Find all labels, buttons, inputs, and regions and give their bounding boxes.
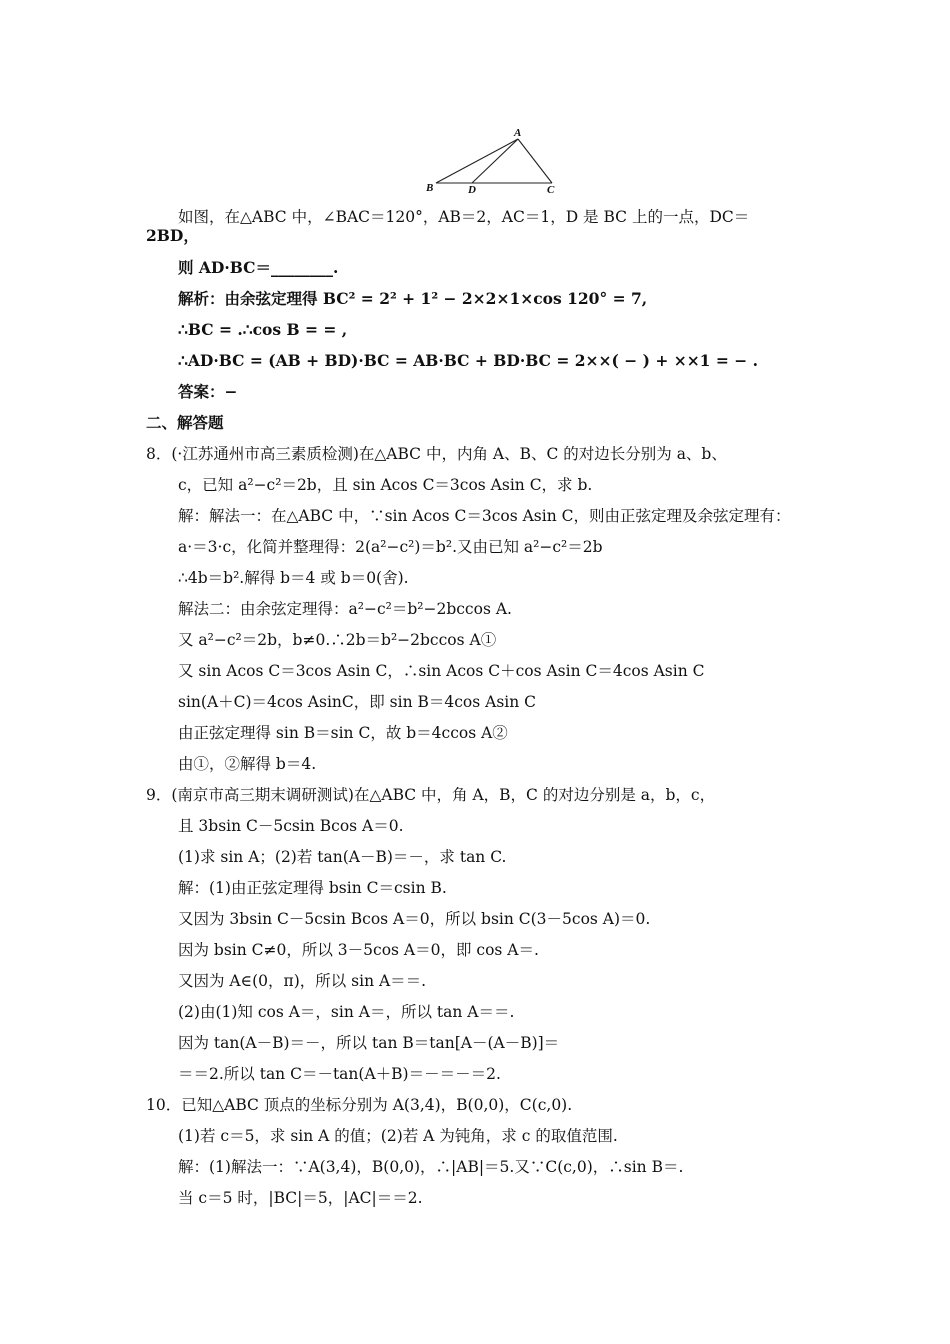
text-line: 因为 tan(A－B)＝－，所以 tan B＝tan[A－(A－B)]＝ (178, 1034, 560, 1052)
text-line: ∴4b＝b².解得 b＝4 或 b＝0(舍). (178, 569, 409, 587)
text-line: 又 a²−c²＝2b，b≠0.∴2b＝b²−2bccos A① (178, 631, 497, 649)
text-line: ＝＝2.所以 tan C＝－tan(A＋B)＝－＝－＝2. (178, 1065, 501, 1083)
text-line: 又因为 A∈(0，π)，所以 sin A＝＝. (178, 972, 427, 990)
text-line: 当 c＝5 时，|BC|＝5，|AC|＝＝2. (178, 1189, 423, 1207)
text-line: ∴BC = .∴cos B = = , (178, 320, 348, 339)
section-heading: 二、解答题 (146, 413, 224, 432)
text-line: 由正弦定理得 sin B＝sin C，故 b＝4ccos A② (178, 724, 508, 742)
problem-9: 9．(南京市高三期末调研测试)在△ABC 中，角 A，B，C 的对边分别是 a，b，c， (146, 786, 716, 804)
text-line: 又 sin Acos C＝3cos Asin C，∴sin Acos C＋cos Asin C＝4cos Asin C (178, 662, 705, 680)
text-line: 解法二：由余弦定理得：a²−c²＝b²−2bccos A. (178, 600, 512, 618)
text-line: 如图，在△ABC 中，∠BAC＝120°，AB＝2，AC＝1，D 是 BC 上的一点，DC＝ (178, 208, 750, 226)
text-line: a·＝3·c，化简并整理得：2(a²−c²)＝b².又由已知 a²−c²＝2b (178, 538, 603, 556)
text-line: (1)求 sin A；(2)若 tan(A－B)＝－，求 tan C. (178, 848, 507, 866)
problem-10: 10．已知△ABC 顶点的坐标分别为 A(3,4)，B(0,0)，C(c,0). (146, 1096, 573, 1114)
text-line: 则 AD·BC＝________. (178, 258, 339, 277)
label-b: B (426, 182, 434, 194)
text-line: 由①，②解得 b＝4. (178, 755, 317, 773)
problem-8: 8．(·江苏通州市高三素质检测)在△ABC 中，内角 A、B、C 的对边长分别为 a、b、 (146, 445, 727, 463)
text-line: 2BD， (146, 226, 199, 245)
text-line: 解：(1)解法一：∵A(3,4)，B(0,0)，∴|AB|＝5.又∵C(c,0)，∴sin B＝. (178, 1158, 684, 1176)
triangle-figure (420, 122, 570, 200)
label-c: C (547, 184, 555, 196)
segment-ab (436, 139, 518, 183)
segment-ad (472, 139, 518, 183)
text-line: (1)若 c＝5，求 sin A 的值；(2)若 A 为钝角，求 c 的取值范围. (178, 1127, 618, 1145)
text-line: 又因为 3bsin C－5csin Bcos A＝0，所以 bsin C(3－5cos A)＝0. (178, 910, 651, 928)
segment-ac (518, 139, 552, 183)
text-line: (2)由(1)知 cos A＝，sin A＝，所以 tan A＝＝. (178, 1003, 515, 1021)
text-line: 且 3bsin C－5csin Bcos A＝0. (178, 817, 404, 835)
text-line: 因为 bsin C≠0，所以 3－5cos A＝0，即 cos A＝. (178, 941, 539, 959)
label-d: D (468, 184, 476, 196)
text-line: sin(A＋C)＝4cos AsinC，即 sin B＝4cos Asin C (178, 693, 537, 711)
text-line: 解：(1)由正弦定理得 bsin C＝csin B. (178, 879, 447, 897)
label-a: A (514, 127, 522, 139)
text-line: c，已知 a²−c²＝2b，且 sin Acos C＝3cos Asin C，求 b. (178, 476, 593, 494)
text-line: 解：解法一：在△ABC 中，∵sin Acos C＝3cos Asin C，则由正弦定理及余弦定理有： (178, 507, 791, 525)
text-line: ∴AD·BC = (AB + BD)·BC = AB·BC + BD·BC = 2××( − ) + ××1 = − . (178, 351, 759, 370)
text-line: 答案：− (178, 382, 238, 401)
text-line: 解析：由余弦定理得 BC² = 2² + 1² − 2×2×1×cos 120° = 7, (178, 289, 648, 308)
